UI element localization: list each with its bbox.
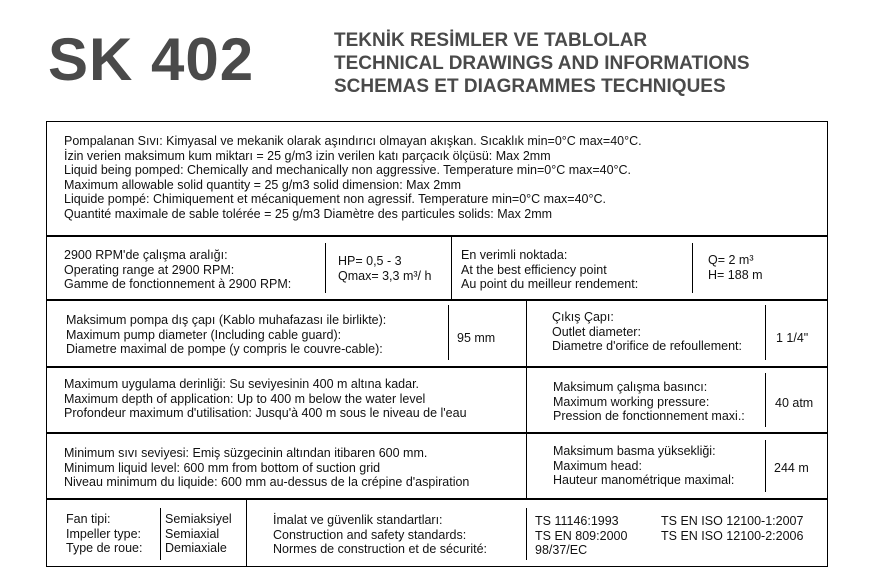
- depth-fr: Profondeur maximum d'utilisation: Jusqu'à 400 m sous le niveau de l'eau: [64, 406, 467, 421]
- head-value: 244 m: [774, 461, 809, 475]
- h-value: H= 188 m: [708, 267, 763, 282]
- outlet-tr: Çıkış Çapı:: [552, 310, 614, 324]
- fan-en-label: Impeller type:: [66, 526, 142, 541]
- best-fr: Au point du meilleur rendement:: [461, 277, 639, 292]
- standard-iso-12100-1: TS EN ISO 12100-1:2007: [661, 514, 804, 528]
- pressure-value: 40 atm: [775, 396, 814, 410]
- cell-divider: [246, 500, 247, 567]
- standards-list-2: [661, 514, 803, 543]
- standard-ts-11146: TS 11146:1993: [535, 514, 619, 528]
- liquid-line-5: Liquide pompé: Chimiquement et mécaniquement non agressif. Temperature min=0°C max=40°C.: [64, 192, 606, 207]
- outlet-labels: [552, 310, 742, 354]
- pump-diameter-fr: Diametre maximal de pompe (y compris le couvre-cable):: [66, 342, 383, 357]
- cell-divider: [692, 243, 693, 293]
- best-efficiency-labels: [461, 248, 638, 292]
- pressure-en: Maximum working pressure:: [553, 394, 710, 409]
- pump-diameter-tr: Maksimum pompa dış çapı (Kablo muhafazası ile birlikte):: [66, 313, 387, 327]
- fan-fr-label: Type de roue:: [66, 541, 143, 556]
- cell-divider: [160, 508, 161, 560]
- standards-en: Construction and safety standards:: [273, 527, 467, 542]
- outlet-en: Outlet diameter:: [552, 324, 641, 339]
- cell-divider: [526, 434, 527, 498]
- operating-tr: 2900 RPM'de çalışma aralığı:: [64, 248, 228, 262]
- fan-tr-value: Semiaksiyel: [165, 512, 232, 526]
- fan-tr-label: Fan tipi:: [66, 512, 111, 526]
- row-divider: [46, 235, 828, 237]
- best-efficiency-values: [708, 253, 763, 282]
- row-divider: [46, 366, 828, 368]
- liquid-line-3: Liquid being pomped: Chemically and mechanically non aggressive. Temperature min=0°C max=40°C.: [64, 163, 632, 178]
- pump-diameter-labels: [66, 313, 386, 357]
- operating-en: Operating range at 2900 RPM:: [64, 262, 235, 277]
- cell-divider: [765, 440, 766, 492]
- standards-list-1: [535, 514, 627, 558]
- cell-divider: [765, 373, 766, 427]
- cell-divider: [526, 368, 527, 432]
- header-line-tr: TEKNİK RESİMLER VE TABLOLAR: [334, 30, 648, 51]
- fan-labels: [66, 512, 142, 556]
- fan-values: [165, 512, 232, 556]
- liquid-line-2: İzin verien maksimum kum miktarı = 25 g/m3 izin verilen katı parçacık ölçüsü: Max 2mm: [64, 148, 551, 163]
- cell-divider: [765, 305, 766, 360]
- head-en: Maximum head:: [553, 458, 642, 473]
- outlet-fr: Diametre d'orifice de refoullement:: [552, 339, 742, 354]
- pressure-labels: [553, 380, 745, 424]
- model-title: SK 402: [48, 26, 255, 93]
- header-line-en: TECHNICAL DRAWINGS AND INFORMATIONS: [334, 53, 750, 74]
- min-level-fr: Niveau minimum du liquide: 600 mm au-dessus de la crépine d'aspiration: [64, 475, 470, 490]
- standards-fr: Normes de construction et de sécurité:: [273, 542, 487, 557]
- cell-divider: [451, 237, 452, 299]
- min-level-en: Minimum liquid level: 600 mm from bottom of suction grid: [64, 460, 381, 475]
- standard-iso-12100-2: TS EN ISO 12100-2:2006: [661, 528, 804, 543]
- best-en: At the best efficiency point: [461, 262, 607, 277]
- liquid-line-6: Quantité maximale de sable tolérée = 25 g/m3 Diamètre des particules solids: Max 2mm: [64, 206, 553, 221]
- row-divider: [46, 432, 828, 434]
- hp-value: HP= 0,5 - 3: [338, 254, 402, 268]
- standard-98-37-ec: 98/37/EC: [535, 543, 588, 558]
- head-fr: Hauteur manométrique maximal:: [553, 473, 735, 488]
- min-level-labels: [64, 446, 469, 490]
- standards-tr: İmalat ve güvenlik standartları:: [273, 513, 443, 527]
- fan-en-value: Semiaxial: [165, 526, 220, 541]
- liquid-line-1: Pompalanan Sıvı: Kimyasal ve mekanik olarak aşındırıcı olmayan akışkan. Sıcaklık min=0°C max=40°C.: [64, 134, 642, 148]
- row-divider: [46, 299, 828, 301]
- operating-values: [338, 254, 431, 283]
- depth-tr: Maximum uygulama derinliği: Su seviyesinin 400 m altına kadar.: [64, 377, 420, 391]
- q-value: Q= 2 m³: [708, 253, 754, 267]
- best-tr: En verimli noktada:: [461, 248, 568, 262]
- depth-labels: [64, 377, 467, 421]
- pressure-tr: Maksimum çalışma basıncı:: [553, 380, 708, 394]
- operating-labels: [64, 248, 291, 292]
- outlet-value: 1 1/4": [776, 331, 809, 345]
- qmax-value: Qmax= 3,3 m³/ h: [338, 268, 432, 283]
- head-tr: Maksimum basma yüksekliği:: [553, 444, 716, 458]
- head-labels: [553, 444, 734, 488]
- cell-divider: [448, 305, 449, 360]
- cell-divider: [526, 301, 527, 366]
- liquid-line-4: Maximum allowable solid quantity = 25 g/m3 solid dimension: Max 2mm: [64, 177, 462, 192]
- row-divider: [46, 498, 828, 500]
- cell-divider: [526, 508, 527, 560]
- pump-diameter-en: Maximum pump diameter (Including cable guard):: [66, 327, 342, 342]
- fan-fr-value: Demiaxiale: [165, 541, 227, 556]
- cell-divider: [325, 243, 326, 293]
- header-line-fr: SCHEMAS ET DIAGRAMMES TECHNIQUES: [334, 76, 726, 97]
- liquid-section: [64, 134, 642, 222]
- depth-en: Maximum depth of application: Up to 400 m below the water level: [64, 391, 426, 406]
- standard-ts-en-809: TS EN 809:2000: [535, 528, 628, 543]
- min-level-tr: Minimum sıvı seviyesi: Emiş süzgecinin altından itibaren 600 mm.: [64, 446, 428, 460]
- standards-labels: [273, 513, 487, 557]
- operating-fr: Gamme de fonctionnement à 2900 RPM:: [64, 277, 292, 292]
- pump-diameter-value: 95 mm: [457, 331, 496, 345]
- pressure-fr: Pression de fonctionnement maxi.:: [553, 409, 745, 424]
